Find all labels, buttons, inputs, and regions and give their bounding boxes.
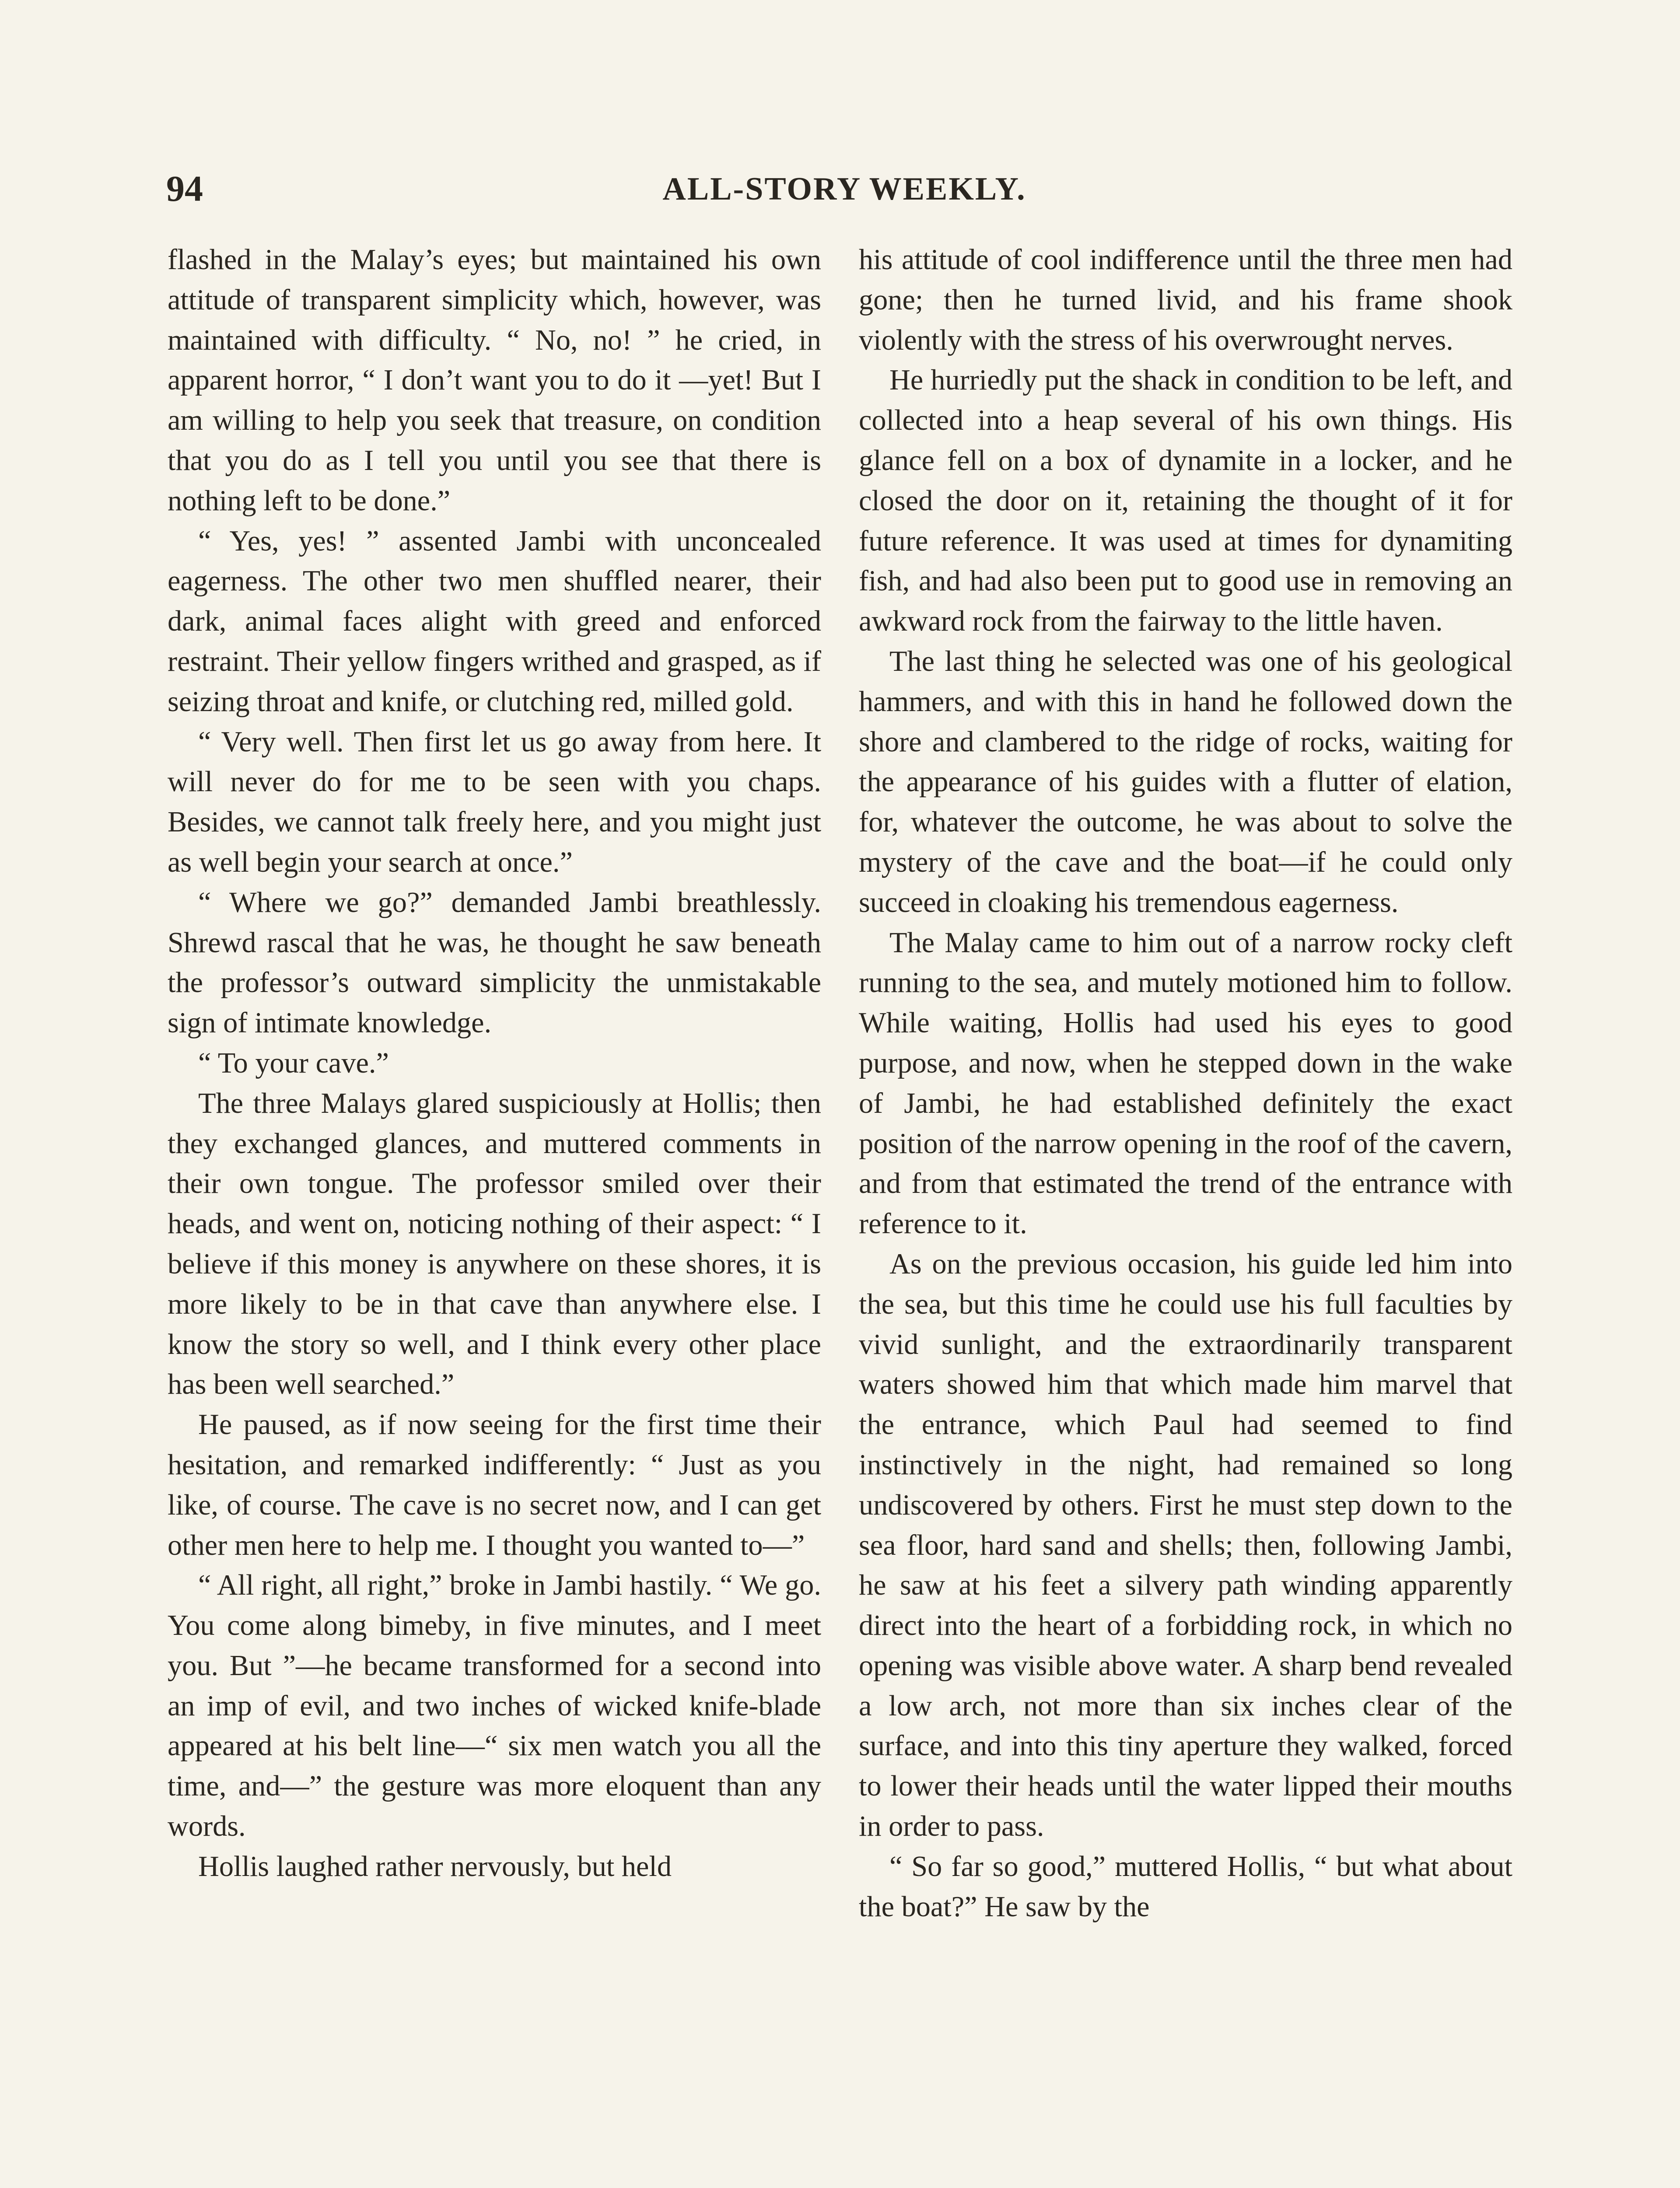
left-column — [168, 240, 821, 1887]
paragraph: Hollis laughed rather nervously, but held — [198, 1850, 672, 1883]
paragraph: The last thing he selected was one of his geological hammers, and with this in hand he followed down the shore and clambered to the ridge of rocks, waiting for the appearance of his guides with a flutter of elation, for, whatever the outcome, he was about to solve the mystery of the cave and the boat—if he could only succeed in cloaking his tremendous eagerness. — [859, 645, 1512, 919]
paragraph: The Malay came to him out of a narrow rocky cleft running to the sea, and mutely motioned him to follow. While waiting, Hollis had used his eyes to good purpose, and now, when he stepped down in the wake of Jambi, he had established definitely the exact position of the narrow opening in the roof of the cavern, and from that estimated the trend of the entrance with reference to it. — [859, 926, 1512, 1240]
paragraph: The three Malays glared suspiciously at Hollis; then they exchanged glances, and muttered comments in their own tongue. The professor smiled over their heads, and went on, noticing nothing of their aspect: “ I believe if this money is anywhere on these shores, it is more likely to be in that cave than anywhere else. I know the story so well, and I think every other place has been well searched.” — [168, 1087, 821, 1401]
paragraph: As on the previous occasion, his guide led him into the sea, but this time he could use his full faculties by vivid sunlight, and the extraordinarily transparent waters showed him that which made him marvel that the entrance, which Paul had seemed to find instinctively in the night, had remained so long undiscovered by others. First he must step down to the sea floor, hard sand and shells; then, following Jambi, he saw at his feet a silvery path winding apparently direct into the heart of a forbidding rock, in which no opening was visible above water. A sharp bend revealed a low arch, not more than six inches clear of the surface, and into this tiny aperture they walked, forced to lower their heads until the water lipped their mouths in order to pass. — [859, 1248, 1512, 1843]
paragraph: “ Yes, yes! ” assented Jambi with unconcealed eagerness. The other two men shuffled nearer, their dark, animal faces alight with greed and enforced restraint. Their yellow fingers writhed and grasped, as if seizing throat and knife, or clutching red, milled gold. — [168, 525, 821, 718]
paragraph: He paused, as if now seeing for the first time their hesitation, and remarked indifferently: “ Just as you like, of course. The cave is no secret now, and I can get other men here to help me. I thought you wanted to—” — [168, 1409, 821, 1561]
paragraph: “ Where we go?” demanded Jambi breathlessly. Shrewd rascal that he was, he thought he saw beneath the professor’s outward simplicity the unmistakable sign of intimate knowledge. — [168, 886, 821, 1039]
paragraph: “ All right, all right,” broke in Jambi hastily. “ We go. You come along bimeby, in five minutes, and I meet you. But ”—he became transformed for a second into an imp of evil, and two inches of wicked knife-blade appeared at his belt line—“ six men watch you all the time, and—” the gesture was more eloquent than any words. — [168, 1569, 821, 1843]
paragraph: He hurriedly put the shack in condition to be left, and collected into a heap several of his own things. His glance fell on a box of dynamite in a locker, and he closed the door on it, retaining the thought of it for future reference. It was used at times for dynamiting fish, and had also been put to good use in removing an awkward rock from the fairway to the little haven. — [859, 364, 1512, 638]
paragraph: “ So far so good,” muttered Hollis, “ but what about the boat?” He saw by the — [859, 1850, 1512, 1923]
paragraph: his attitude of cool indifference until the three men had gone; then he turned livid, and his frame shook violently with the stress of his overwrought nerves. — [859, 244, 1512, 356]
page-number: 94 — [166, 168, 203, 209]
paragraph: flashed in the Malay’s eyes; but maintained his own attitude of transparent simplicity which, however, was maintained with difficulty. “ No, no! ” he cried, in apparent horror, “ I don’t want you to do it —yet! But I am willing to help you seek that treasure, on condition that you do as I tell you until you see that there is nothing left to be done.” — [168, 244, 821, 517]
right-column — [859, 240, 1512, 1927]
paragraph: “ Very well. Then first let us go away from here. It will never do for me to be seen with you chaps. Besides, we cannot talk freely here, and you might just as well begin your search at once.” — [168, 726, 821, 878]
page-header — [166, 163, 1522, 224]
paragraph: “ To your cave.” — [198, 1047, 389, 1079]
running-title: ALL-STORY WEEKLY. — [662, 171, 1026, 207]
